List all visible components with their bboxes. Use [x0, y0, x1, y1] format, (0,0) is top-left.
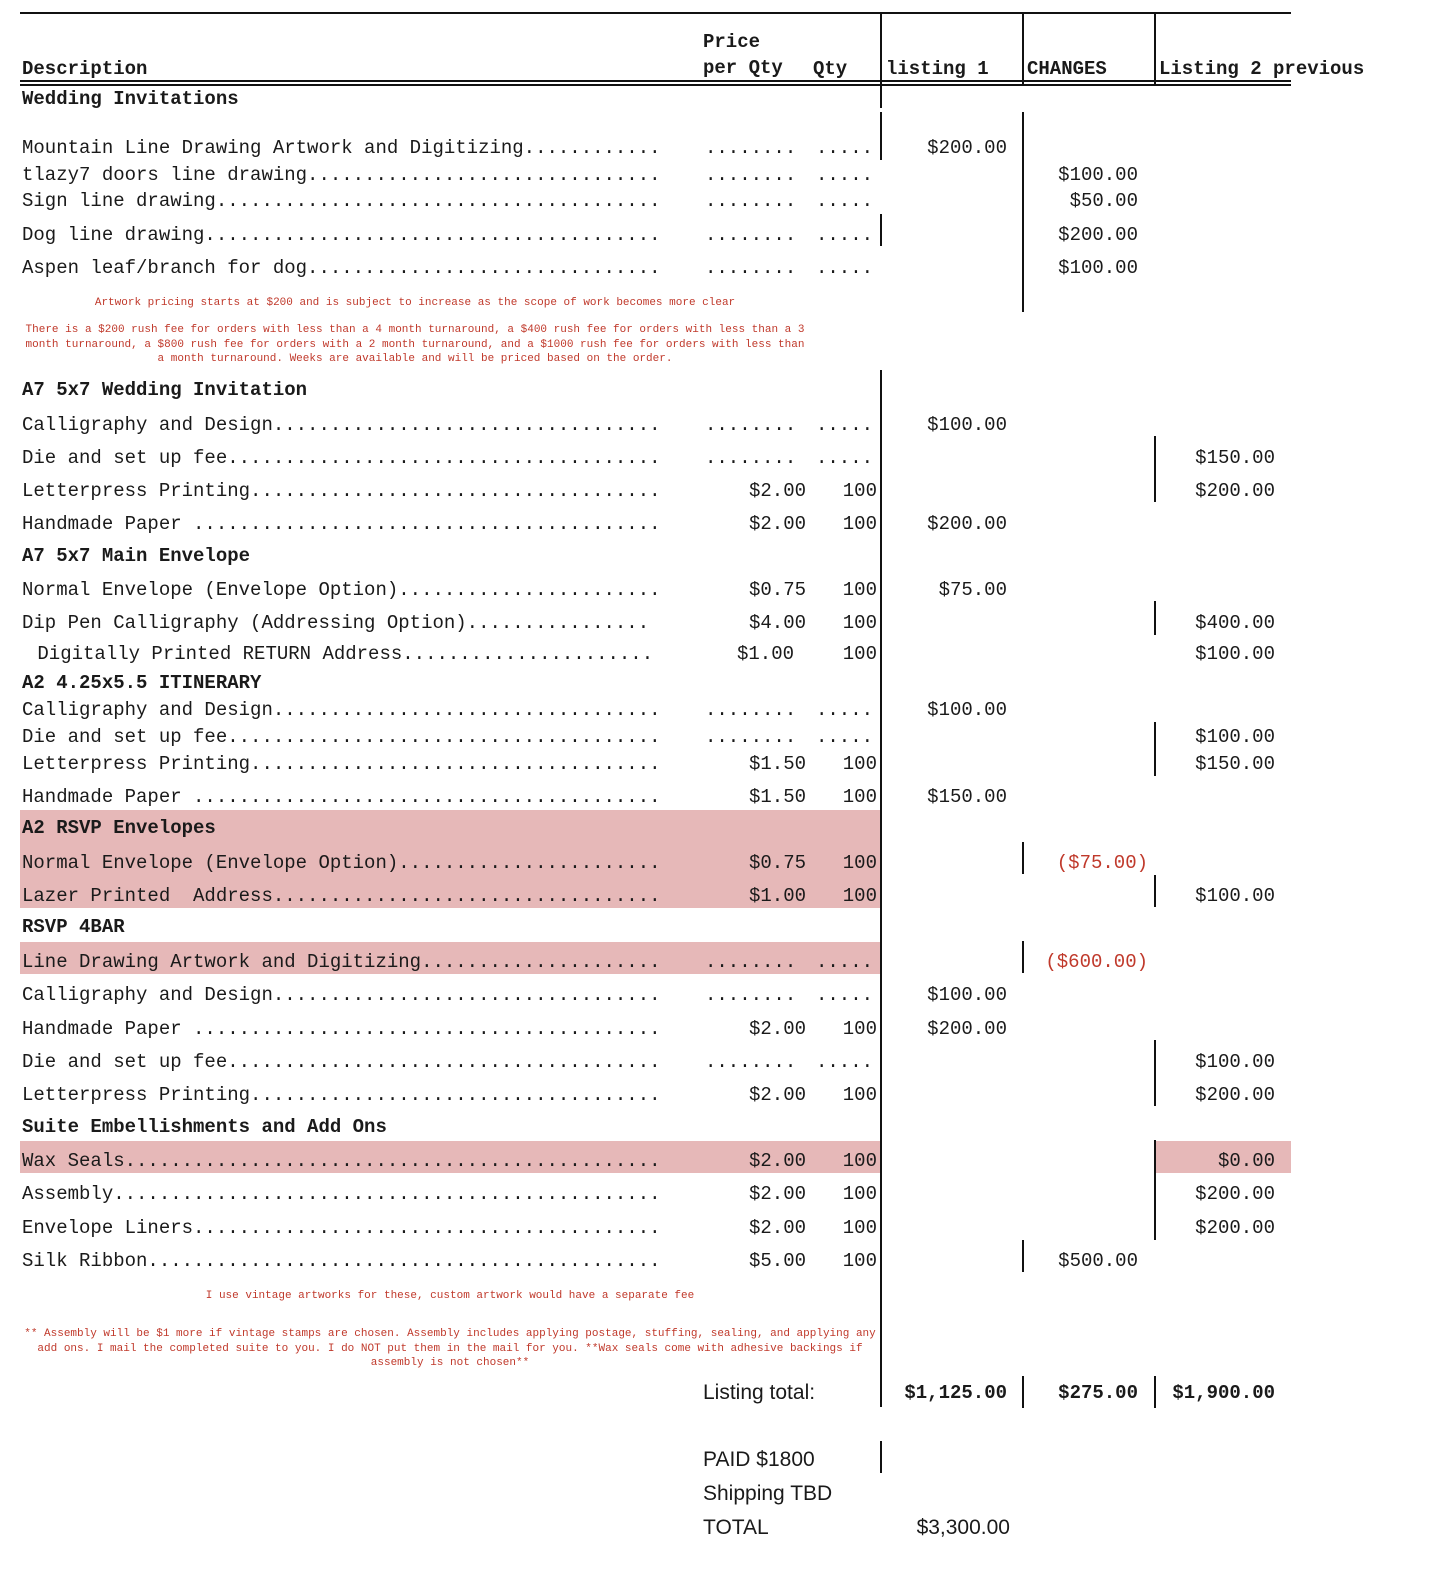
row-price: $2.00: [748, 1183, 806, 1205]
row-desc: Dip Pen Calligraphy (Addressing Option)................: [22, 612, 650, 634]
row-changes: $50.00: [1069, 190, 1138, 212]
row-qty: .....: [816, 414, 874, 436]
tick: [880, 214, 882, 246]
row-desc: Calligraphy and Design..................................: [22, 984, 661, 1006]
row-price: ........: [705, 699, 797, 721]
row-desc: Lazer Printed Address..................................: [22, 885, 661, 907]
note-rush-fee: There is a $200 rush fee for orders with less than a 4 month turnaround, a $400 rush fee for orders with less than a 3 month turnaround, a $800 rush fee for orders with a 2 month turnaround, and a $1000 rush fee for orders with less than a month turnaround. Weeks are available and will be priced based on the order.: [25, 324, 805, 365]
total-label: TOTAL: [703, 1516, 769, 1539]
row-price: $1.00: [748, 885, 806, 907]
row-qty: 100: [842, 612, 877, 634]
row-changes: $100.00: [1058, 257, 1138, 279]
header-listing1: listing 1: [886, 58, 989, 80]
row-listing1: $100.00: [927, 699, 1007, 721]
listing2-total: $1,900.00: [1172, 1382, 1275, 1404]
row-listing2: $150.00: [1195, 447, 1275, 469]
row-qty: 100: [842, 786, 877, 808]
row-qty: .....: [816, 984, 874, 1006]
row-desc: tlazy7 doors line drawing...............................: [22, 164, 661, 186]
row-listing2: $200.00: [1195, 1217, 1275, 1239]
row-listing2: $200.00: [1195, 1183, 1275, 1205]
top-rule: [20, 12, 1291, 14]
row-listing1: $100.00: [927, 984, 1007, 1006]
row-listing1: $75.00: [938, 579, 1007, 601]
row-listing1: $200.00: [927, 137, 1007, 159]
row-desc: Normal Envelope (Envelope Option).......................: [22, 852, 661, 874]
row-desc: Silk Ribbon.............................................: [22, 1250, 661, 1272]
row-price: ........: [705, 414, 797, 436]
row-desc: Die and set up fee......................................: [22, 1051, 661, 1073]
row-price: ........: [705, 164, 797, 186]
header-price-line2: per Qty: [703, 57, 783, 79]
header-price-line1: Price: [703, 31, 761, 53]
row-desc: Die and set up fee......................................: [22, 726, 661, 748]
row-qty: .....: [816, 699, 874, 721]
header-rule-1: [20, 80, 1291, 82]
row-desc: Calligraphy and Design..................................: [22, 699, 661, 721]
row-price: $2.00: [748, 1217, 806, 1239]
row-price: ........: [705, 257, 797, 279]
listing-total-label: Listing total:: [703, 1381, 816, 1404]
section-embellishments: Suite Embellishments and Add Ons: [22, 1116, 387, 1138]
row-listing1: $150.00: [927, 786, 1007, 808]
row-price: $0.75: [748, 579, 806, 601]
header-listing2: Listing 2 previous: [1159, 58, 1365, 80]
note-artwork-pricing: Artwork pricing starts at $200 and is subject to increase as the scope of work becomes more clear: [94, 297, 736, 309]
row-qty: 100: [842, 1150, 877, 1172]
row-desc: Mountain Line Drawing Artwork and Digitizing............: [22, 137, 661, 159]
row-qty: 100: [842, 852, 877, 874]
row-listing2: $100.00: [1195, 1051, 1275, 1073]
header-changes: CHANGES: [1027, 58, 1107, 80]
row-price: ........: [705, 224, 797, 246]
tick: [1022, 112, 1024, 312]
section-a2-rsvp: A2 RSVP Envelopes: [22, 817, 216, 839]
row-changes: ($75.00): [1056, 852, 1148, 874]
row-qty: 100: [842, 1183, 877, 1205]
row-listing2: $200.00: [1195, 1084, 1275, 1106]
row-listing2: $200.00: [1195, 480, 1275, 502]
row-qty: .....: [816, 447, 874, 469]
row-desc: Calligraphy and Design..................................: [22, 414, 661, 436]
divider-header-l1: [880, 12, 882, 108]
row-listing2: $100.00: [1195, 885, 1275, 907]
row-changes: $200.00: [1058, 224, 1138, 246]
row-qty: .....: [816, 137, 874, 159]
row-price: $5.00: [748, 1250, 806, 1272]
row-desc: Assembly................................................: [22, 1183, 661, 1205]
row-qty: 100: [842, 643, 877, 665]
row-qty: .....: [816, 164, 874, 186]
row-qty: 100: [842, 579, 877, 601]
row-price: ........: [705, 447, 797, 469]
row-qty: .....: [816, 257, 874, 279]
row-desc: Envelope Liners.........................................: [22, 1217, 661, 1239]
row-desc: Normal Envelope (Envelope Option).......................: [22, 579, 661, 601]
row-price: $1.00: [736, 643, 794, 665]
header-description: Description: [22, 58, 148, 80]
row-price: $2.00: [748, 480, 806, 502]
row-listing1: $200.00: [927, 513, 1007, 535]
row-changes: $500.00: [1058, 1250, 1138, 1272]
row-price: ........: [705, 190, 797, 212]
row-price: $2.00: [748, 513, 806, 535]
row-listing2: $400.00: [1195, 612, 1275, 634]
row-listing2: $150.00: [1195, 753, 1275, 775]
row-price: $0.75: [748, 852, 806, 874]
section-rsvp-4bar: RSVP 4BAR: [22, 916, 125, 938]
header-qty: Qty: [813, 58, 848, 80]
row-qty: 100: [842, 885, 877, 907]
row-desc: Letterpress Printing....................................: [22, 480, 661, 502]
row-desc: Handmade Paper .........................................: [22, 786, 661, 808]
row-price: $2.00: [748, 1150, 806, 1172]
row-desc: Handmade Paper .........................................: [22, 513, 661, 535]
row-desc: Wax Seals...............................................: [22, 1150, 661, 1172]
section-a2-itinerary: A2 4.25x5.5 ITINERARY: [22, 672, 262, 694]
row-qty: 100: [842, 513, 877, 535]
row-desc: Aspen leaf/branch for dog...............................: [22, 257, 661, 279]
paid-label: PAID $1800: [703, 1448, 815, 1471]
row-desc: Die and set up fee......................................: [22, 447, 661, 469]
row-listing2: $100.00: [1195, 643, 1275, 665]
row-qty: 100: [842, 1250, 877, 1272]
row-desc: Letterpress Printing....................................: [22, 1084, 661, 1106]
divider-header-l2: [1154, 12, 1156, 84]
note-vintage-artwork: I use vintage artworks for these, custom artwork would have a separate fee: [205, 1290, 695, 1302]
row-price: ........: [705, 984, 797, 1006]
section-a7-envelope: A7 5x7 Main Envelope: [22, 545, 251, 567]
row-desc: Handmade Paper .........................................: [22, 1018, 661, 1040]
grand-total: $3,300.00: [916, 1516, 1010, 1539]
row-price: $2.00: [748, 1084, 806, 1106]
row-desc: Line Drawing Artwork and Digitizing.....................: [22, 951, 661, 973]
row-changes: $100.00: [1058, 164, 1138, 186]
row-qty: 100: [842, 1217, 877, 1239]
row-price: ........: [705, 1051, 797, 1073]
section-a7-invitation: A7 5x7 Wedding Invitation: [22, 379, 308, 401]
section-wedding-invitations: Wedding Invitations: [22, 88, 239, 110]
row-listing2: $100.00: [1195, 726, 1275, 748]
row-qty: .....: [816, 951, 874, 973]
row-changes: ($600.00): [1045, 951, 1148, 973]
row-qty: .....: [816, 726, 874, 748]
row-desc: Sign line drawing.......................................: [22, 190, 661, 212]
note-assembly: ** Assembly will be $1 more if vintage stamps are chosen. Assembly includes applying postage, stuffing, sealing, and applying any add ons. I mail the completed suite to you. I do NOT put them in the mail for you. **Wax seals come with adhesive backings if assembly is not chosen**: [24, 1328, 876, 1369]
shipping-label: Shipping TBD: [703, 1482, 833, 1505]
row-price: $2.00: [748, 1018, 806, 1040]
row-qty: .....: [816, 1051, 874, 1073]
row-price: $1.50: [748, 786, 806, 808]
row-desc: Letterpress Printing....................................: [22, 753, 661, 775]
changes-total: $275.00: [1058, 1382, 1138, 1404]
row-qty: .....: [816, 190, 874, 212]
row-price: $1.50: [748, 753, 806, 775]
header-rule-2: [20, 84, 1291, 86]
row-qty: .....: [816, 224, 874, 246]
row-price: ........: [705, 726, 797, 748]
row-price: ........: [705, 951, 797, 973]
listing1-total: $1,125.00: [904, 1382, 1007, 1404]
row-price: $4.00: [748, 612, 806, 634]
divider-header-ch: [1022, 12, 1024, 84]
row-listing2: $0.00: [1217, 1150, 1275, 1172]
row-listing1: $200.00: [927, 1018, 1007, 1040]
row-qty: 100: [842, 1018, 877, 1040]
row-desc: Dog line drawing........................................: [22, 224, 661, 246]
row-desc: Digitally Printed RETURN Address......................: [26, 643, 654, 665]
row-price: ........: [705, 137, 797, 159]
tick: [880, 1441, 882, 1473]
row-qty: 100: [842, 753, 877, 775]
row-qty: 100: [842, 480, 877, 502]
row-qty: 100: [842, 1084, 877, 1106]
row-listing1: $100.00: [927, 414, 1007, 436]
